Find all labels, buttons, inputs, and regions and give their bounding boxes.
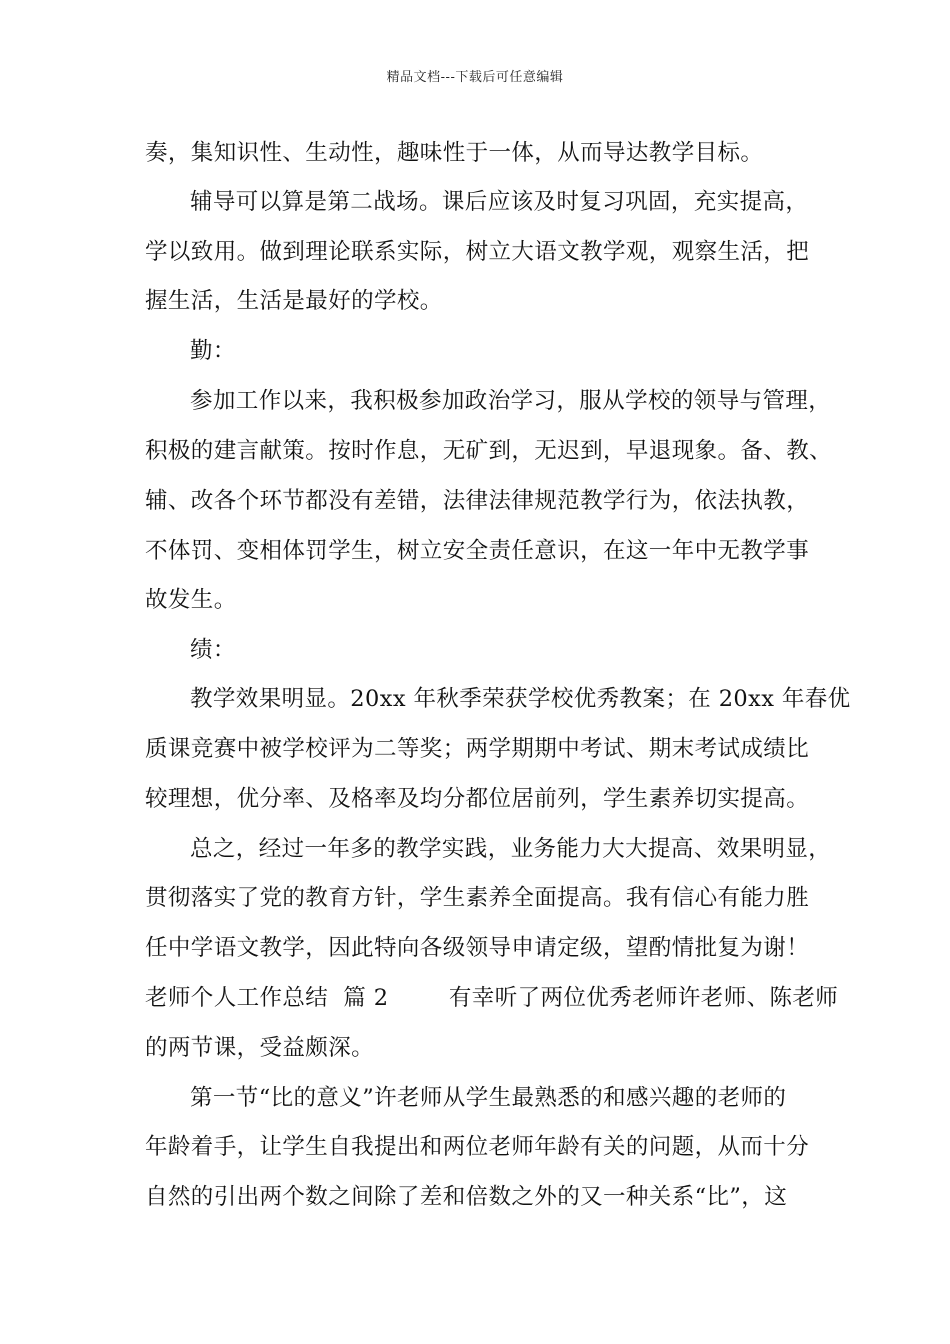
text-line: 年龄着手，让学生自我提出和两位老师年龄有关的问题，从而十分 xyxy=(145,1134,810,1160)
section-heading: 勤： xyxy=(190,338,236,364)
text-line: 学以致用。做到理论联系实际，树立大语文教学观，观察生活，把 xyxy=(145,239,810,265)
text-line: 第一节“比的意义”许老师从学生最熟悉的和感兴趣的老师的 xyxy=(190,1085,787,1111)
text-line: 辅导可以算是第二战场。课后应该及时复习巩固，充实提高， xyxy=(190,189,809,215)
text-line: 不体罚、变相体罚学生，树立安全责任意识，在这一年中无教学事 xyxy=(145,538,810,564)
page-header: 精品文档---下载后可任意编辑 xyxy=(386,70,564,85)
text-line: 老师个人工作总结 篇 2 有幸听了两位优秀老师许老师、陈老师 xyxy=(145,985,839,1011)
text-line: 参加工作以来，我积极参加政治学习，服从学校的领导与管理， xyxy=(190,388,832,414)
text-line: 自然的引出两个数之间除了差和倍数之外的又一种关系“比”，这 xyxy=(145,1184,788,1210)
text-line: 任中学语文教学，因此特向各级领导申请定级，望酌情批复为谢！ xyxy=(145,935,810,961)
section-heading: 绩： xyxy=(190,637,236,663)
text-line: 辅、改各个环节都没有差错，法律法律规范教学行为，依法执教， xyxy=(145,488,810,514)
text-line: 奏，集知识性、生动性，趣味性于一体，从而导达教学目标。 xyxy=(145,140,764,166)
text-line: 积极的建言献策。按时作息，无矿到，无迟到，早退现象。备、教、 xyxy=(145,438,833,464)
text-line: 贯彻落实了党的教育方针，学生素养全面提高。我有信心有能力胜 xyxy=(145,885,810,911)
text-line: 较理想，优分率、及格率及均分都位居前列，学生素养切实提高。 xyxy=(145,786,810,812)
text-line: 握生活，生活是最好的学校。 xyxy=(145,288,443,314)
text-line: 质课竞赛中被学校评为二等奖；两学期期中考试、期末考试成绩比 xyxy=(145,736,810,762)
text-line: 教学效果明显。20xx 年秋季荣获学校优秀教案；在 20xx 年春优 xyxy=(190,686,851,712)
text-line: 总之，经过一年多的教学实践，业务能力大大提高、效果明显， xyxy=(190,836,832,862)
text-line: 故发生。 xyxy=(145,587,237,613)
text-line: 的两节课，受益颇深。 xyxy=(145,1035,375,1061)
